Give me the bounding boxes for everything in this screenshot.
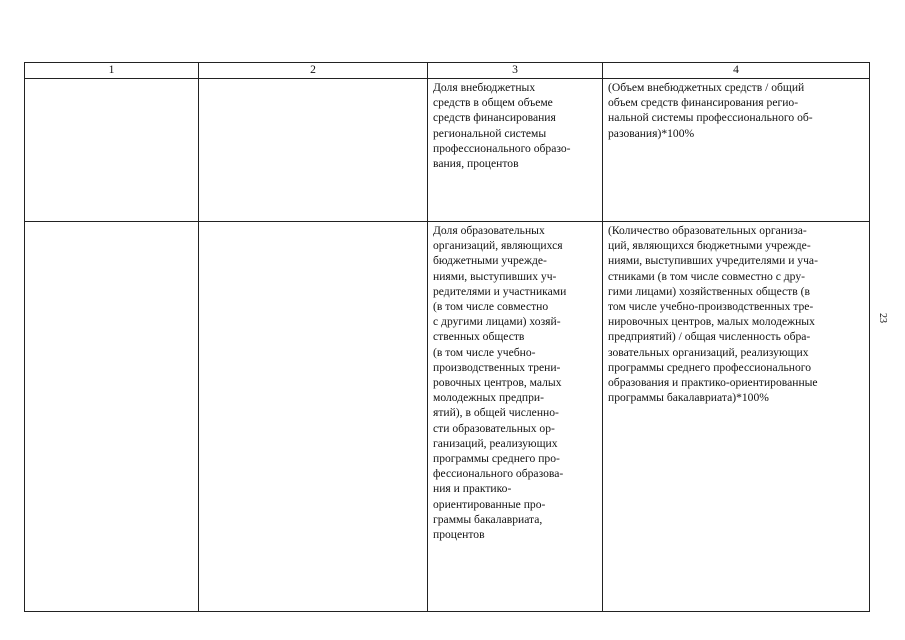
text-line: разования)*100% (608, 126, 695, 140)
table-cell-col1 (25, 222, 199, 612)
text-line: ятий), в общей численно- (433, 406, 559, 420)
table-row (25, 79, 870, 222)
text-line: ганизаций, реализующих (433, 436, 558, 450)
text-line: с другими лицами) хозяй- (433, 315, 561, 329)
text-line: Доля внебюджетных (433, 81, 536, 94)
table-row (25, 222, 870, 612)
text-line: сти образовательных ор- (433, 421, 555, 435)
indicator-name-cell (428, 222, 603, 612)
column-header-3: 3 (428, 63, 603, 79)
text-line: ниями, выступивших учредителями и уча- (608, 254, 818, 268)
formula-text (603, 222, 869, 405)
indicator-name-text (428, 222, 602, 542)
text-line: программы среднего про- (433, 452, 560, 466)
text-line: региональной системы (433, 126, 547, 140)
indicator-name-text (428, 79, 602, 171)
text-line: (в том числе совместно (433, 300, 549, 314)
column-header-2: 2 (199, 63, 428, 79)
text-line: ций, являющихся бюджетными учрежде- (608, 239, 811, 253)
formula-cell (603, 79, 870, 222)
page-number: 23 (877, 313, 888, 323)
text-line: (Объем внебюджетных средств / общий (608, 81, 805, 94)
text-line: вания, процентов (433, 157, 519, 171)
text-line: Доля образовательных (433, 224, 545, 237)
table-cell-col2 (199, 79, 428, 222)
table-header-row (25, 63, 870, 79)
text-line: нировочных центров, малых молодежных (608, 315, 815, 329)
formula-text (603, 79, 869, 141)
table-cell-col2 (199, 222, 428, 612)
text-line: бюджетными учрежде- (433, 254, 547, 268)
text-line: процентов (433, 528, 485, 542)
text-line: ственных обществ (433, 330, 525, 344)
text-line: образования и практико-ориентированные (608, 376, 818, 390)
text-line: ния и практико- (433, 482, 512, 496)
column-header-4: 4 (603, 63, 870, 79)
text-line: зовательных организаций, реализующих (608, 345, 809, 359)
column-header-1: 1 (25, 63, 199, 79)
text-line: (Количество образовательных организа- (608, 224, 807, 237)
text-line: (в том числе учебно- (433, 345, 536, 359)
text-line: граммы бакалавриата, (433, 512, 543, 526)
table-cell-col1 (25, 79, 199, 222)
text-line: программы бакалавриата)*100% (608, 391, 769, 405)
text-line: гими лицами) хозяйственных обществ (в (608, 284, 810, 298)
indicators-table (24, 62, 870, 612)
text-line: ровочных центров, малых (433, 376, 562, 390)
text-line: профессионального образо- (433, 141, 571, 155)
text-line: редителями и участниками (433, 284, 567, 298)
text-line: средств финансирования (433, 111, 556, 125)
text-line: фессионального образова- (433, 467, 564, 481)
formula-cell (603, 222, 870, 612)
text-line: средств в общем объеме (433, 96, 553, 110)
text-line: ориентированные про- (433, 497, 546, 511)
text-line: организаций, являющихся (433, 239, 563, 253)
text-line: ниями, выступивших уч- (433, 269, 557, 283)
text-line: программы среднего профессионального (608, 360, 812, 374)
text-line: производственных трени- (433, 360, 561, 374)
text-line: молодежных предпри- (433, 391, 544, 405)
text-line: том числе учебно-производственных тре- (608, 300, 814, 314)
text-line: объем средств финансирования регио- (608, 96, 799, 110)
text-line: нальной системы профессионального об- (608, 111, 813, 125)
text-line: стниками (в том числе совместно с дру- (608, 269, 805, 283)
text-line: предприятий) / общая численность обра- (608, 330, 811, 344)
indicator-name-cell (428, 79, 603, 222)
